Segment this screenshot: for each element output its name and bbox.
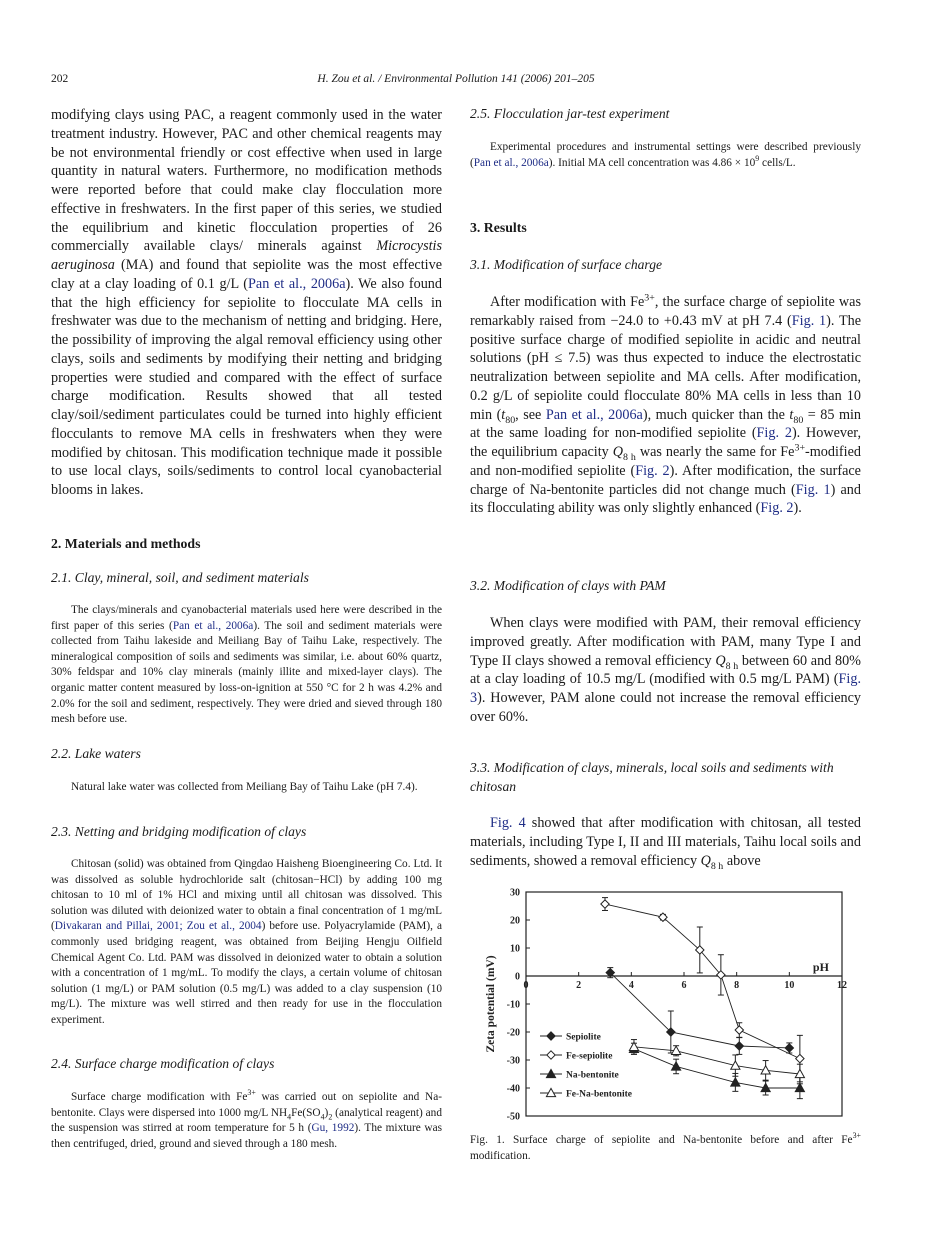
x-tick-label: 4 bbox=[628, 980, 634, 991]
x-tick-label: 10 bbox=[784, 980, 795, 991]
legend-item bbox=[540, 1069, 619, 1080]
paragraph: When clays were modified with PAM, their removal efficiency improved greatly. After modification with PAM, many Type I and Type II clays showed a removal efficiency $Q_{8 h}$ between 60 and 80% at a clay loading of 10.5 mg/L (modified with 0.5 mg/L PAM) (Fig. 3). However, PAM alone could not increase the removal efficiency over 60%. bbox=[470, 615, 861, 725]
running-title: H. Zou et al. / Environmental Pollution 141 (2006) 201–205 bbox=[317, 73, 595, 85]
page-header bbox=[51, 73, 861, 89]
x-tick-label: 6 bbox=[681, 980, 687, 991]
subsection-heading: 2.4. Surface charge modification of clays bbox=[51, 1056, 275, 1071]
series-na-bentonite bbox=[629, 1043, 804, 1098]
section-heading: 2. Materials and methods bbox=[51, 536, 201, 551]
subsection-heading: 3.1. Modification of surface charge bbox=[470, 257, 663, 272]
subsection-heading: 2.3. Netting and bridging modification of clays bbox=[51, 824, 307, 839]
y-tick-label: -10 bbox=[506, 999, 520, 1011]
svg-text:Fe-Na-bentonite: Fe-Na-bentonite bbox=[566, 1089, 632, 1100]
paragraph: Natural lake water was collected from Meiliang Bay of Taihu Lake (pH 7.4). bbox=[71, 781, 418, 793]
citation-link[interactable]: Pan et al., 2006a bbox=[545, 406, 643, 423]
species-name: Microcystis aeruginosa bbox=[51, 238, 442, 273]
plot-frame bbox=[523, 892, 842, 1116]
page-number: 202 bbox=[51, 73, 69, 85]
subsection-heading: 2.2. Lake waters bbox=[51, 746, 141, 761]
citation-link[interactable]: Pan et al., 2006a bbox=[248, 275, 346, 292]
y-tick-label: 0 bbox=[515, 971, 520, 983]
zeta-potential-chart bbox=[468, 880, 868, 1130]
figure-link[interactable]: Fig. 2 bbox=[760, 500, 794, 517]
svg-text:Na-bentonite: Na-bentonite bbox=[566, 1070, 619, 1081]
paragraph: Fig. 4 showed that after modification with chitosan, all tested materials, including Type I, II and III materials, Taihu local soils and sediments, showed a removal efficiency $Q_{8 h}$ above bbox=[470, 815, 861, 872]
intro-paragraph: modifying clays using PAC, a reagent commonly used in the water treatment industry. However, PAC and other chemical reagents may be not environmental friendly or cost effective when used in large quantity in natural waters. Furthermore, no modification methods were reported before that could make clay flocculation more effective in freshwaters. In the first paper of this series, we studied the equilibrium and kinetic flocculation properties of 26 commercially available clays/ minerals against Microcystis aeruginosa (MA) and found that sepiolite was the most effective clay at a clay loading of 0.1 g/L (Pan et al., 2006a). We also found that the high efficiency for sepiolite to flocculate MA cells in freshwater was due to the mechanism of netting and bridging. Here, the possibility of improving the algal removal efficiency using other clays, soils and sediments by modifying their netting and bridging properties were studied and compared with the effect of surface charge modification. Results showed that all tested clay/soil/sediment particulates could be turned into highly efficient flocculants to remove MA cells in freshwaters when they were modified by chitosan. This modification technique made it possible to use local clays, soils/sediments to control local cyanobacterial blooms in lakes. bbox=[51, 107, 442, 498]
x-tick-label: 0 bbox=[523, 980, 529, 991]
paragraph: The clays/minerals and cyanobacterial materials used here were described in the first paper of this series (Pan et al., 2006a). The soil and sediment materials were collected from Taihu lakeside and Meiliang Bay of Taihu Lake, respectively. The mineralogical composition of soils and sediments was similar, i.e. about 60% quartz, 30% feldspar and 10% clay minerals (mainly illite and mixed-layer clays). The organic matter content measured by loss-on-ignition at 550 °C for 2 h was 4.2% and 2.0% for the soil and sediment, respectively. They were dried and sieved through 180 mesh before use. bbox=[51, 604, 442, 726]
section-heading: 3. Results bbox=[470, 220, 527, 235]
x-tick-label: 8 bbox=[734, 980, 740, 991]
citation-link[interactable]: Divakaran and Pillai, 2001; Zou et al., 2004 bbox=[54, 920, 262, 933]
y-tick-label: 30 bbox=[510, 887, 520, 899]
figure-link[interactable]: Fig. 3 bbox=[470, 671, 861, 706]
y-axis-label: Zeta potential (mV) bbox=[485, 955, 497, 1053]
y-tick-label: -50 bbox=[506, 1111, 520, 1123]
figure-link[interactable]: Fig. 4 bbox=[490, 815, 526, 831]
subsection-heading: 3.2. Modification of clays with PAM bbox=[470, 578, 666, 593]
figure-link[interactable]: Fig. 1 bbox=[795, 481, 831, 498]
subsection-heading: 3.3. Modification of clays, minerals, local soils and sediments with chitosan bbox=[470, 760, 834, 794]
paragraph: Chitosan (solid) was obtained from Qingdao Haisheng Bioengineering Co. Ltd. It was dissolved as soluble hydrochloride salt (chitosan−HCl) by adding 100 mg chitosan to 10 ml of 1% HCl and mixing until all chitosan was dissolved. This solution was diluted with deionized water to obtain a final concentration of 1 mg/mL (Divakaran and Pillai, 2001; Zou et al., 2004) before use. Polyacrylamide (PAM), a commonly used bridging reagent, was obtained from Beijing Hengju Oilfield Chemical Agent Co. Ltd. PAM was dissolved in deionized water to obtain a solution with a concentration of 1 mg/mL. To modify the clays, a certain volume of chitosan solution (1 mg/L) or PAM solution (0.5 mg/L) was added to a clay suspension (10 mg/L). The mixture was well stirred and then ready for use in the flocculation experiment. bbox=[51, 858, 442, 1026]
figure-link[interactable]: Fig. 2 bbox=[756, 425, 792, 442]
citation-link[interactable]: Pan et al., 2006a bbox=[473, 156, 549, 169]
x-tick-label: 2 bbox=[576, 980, 582, 991]
legend-item bbox=[540, 1051, 612, 1062]
y-tick-label: -30 bbox=[506, 1055, 520, 1067]
figure-link[interactable]: Fig. 1 bbox=[791, 312, 827, 329]
legend-item bbox=[540, 1032, 601, 1043]
svg-text:Fe-sepiolite: Fe-sepiolite bbox=[566, 1051, 613, 1062]
paragraph: After modification with $Fe^{3+}$, the surface charge of sepiolite was remarkably raised from −24.0 to +0.43 mV at pH 7.4 (Fig. 1). The positive surface charge of modified sepiolite in acidic and neutral solutions (pH ≤ 7.5) was thus expected to induce the electrostatic neutralization between sepiolite and MA cells. After modification, 0.2 g/L of sepiolite could flocculate 80% MA cells in less than 10 $\min (t_{80}$, see Pan et al., 2006a), much quicker than the $t_{80} = 85$ min at the same loading for non-modified sepiolite (Fig. 2). However, the equilibrium capacity $Q_{8 h}$ was nearly the same for $Fe^{3+}$-modified and non-modified sepiolite (Fig. 2). After modification, the surface charge of Na-bentonite particles did not change much (Fig. 1) and its flocculating ability was only slightly enhanced (Fig. 2). bbox=[470, 292, 862, 517]
y-tick-label: -20 bbox=[506, 1027, 520, 1039]
subsection-heading: 2.1. Clay, mineral, soil, and sediment materials bbox=[51, 570, 309, 585]
figure-caption: Fig. 1. Surface charge of sepiolite and Na-bentonite before and after $Fe^{3+}$ modification. bbox=[470, 1131, 861, 1162]
citation-link[interactable]: Pan et al., 2006a bbox=[172, 619, 254, 632]
subsection-heading: 2.5. Flocculation jar-test experiment bbox=[470, 106, 670, 121]
paragraph: Experimental procedures and instrumental settings were described previously (Pan et al., 2006a). Initial MA cell concentration was $4.86 \times 10^9$ cells/L. bbox=[470, 141, 861, 169]
x-axis-label: pH bbox=[812, 959, 829, 974]
figure-1-chart bbox=[468, 880, 868, 1130]
legend-item bbox=[540, 1088, 632, 1099]
paragraph: Surface charge modification with $Fe^{3+}$ was carried out on sepiolite and Na-bentonite. Clays were dispersed into 1000 mg/L $NH_4Fe(SO_4)_2$ (analytical reagent) and the suspension was stirred at room temperature for 5 h (Gu, 1992). The mixture was then centrifuged, dried, ground and sieved through a 180 mesh. bbox=[51, 1088, 442, 1150]
citation-link[interactable]: Gu, 1992 bbox=[311, 1122, 355, 1135]
y-tick-label: -40 bbox=[506, 1083, 520, 1095]
figure-link[interactable]: Fig. 2 bbox=[635, 462, 670, 479]
y-tick-label: 10 bbox=[510, 943, 520, 955]
x-tick-label: 12 bbox=[837, 980, 847, 991]
svg-text:Sepiolite: Sepiolite bbox=[566, 1032, 601, 1043]
y-tick-label: 20 bbox=[510, 915, 520, 927]
